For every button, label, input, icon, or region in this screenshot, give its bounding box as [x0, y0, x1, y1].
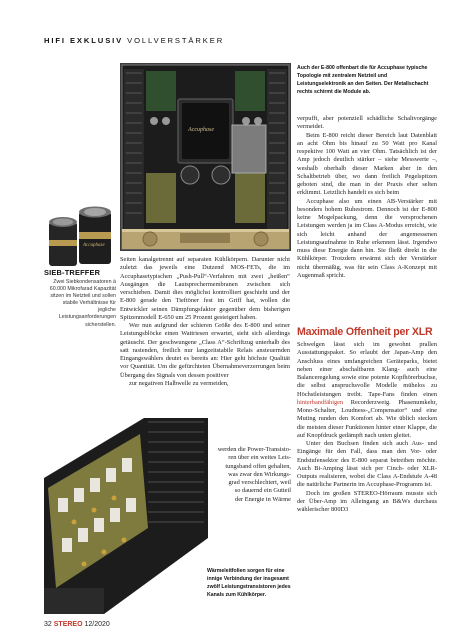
text-line: werden die Power-Transisto- [217, 446, 291, 453]
paragraph: Wer nun aufgrund der schieren Größe des E-800 und seiner Leistungsblöcke einen Wattriesen erwartet, sieht sich allerdings getäuscht. Der geschwungene „Class A“-Schriftzug unterhalb des satt rastenden, freilich nur langzeitstabile Relais ansteuernden Eingangswählers deutet es bereits an: Hier geht höchste Qualität vor Quantität. Um die gefürchteten Übernahmeverzerrungen beim Übergang des Signals von dessen positiver [120, 322, 290, 379]
paragraph: Beim E-800 reicht dieser Bereich laut Datenblatt an acht Ohm bis hinauf zu 50 Watt pro Kanal respektive 100 Watt an vier Ohm. Tatsächlich ist der Amp jedoch deutlich stärker – siehe Messwerte –, weshalb oberhalb dieser Marken aber in den Schaltbetrieb über, wo dann freilich Pegelspitzen geboten sind, die man in der Praxis eher selten erklimmt. Letztlich handelt es sich beim [297, 131, 437, 197]
top-photo-caption: Auch der E-800 offenbart die für Accuphase typische Topologie mit zentralem Netzteil und Leistungselektronik an den Seiten. Der Metallschacht rechts schirmt die Module ab. [297, 65, 429, 96]
capacitor-label: Accuphase [83, 243, 105, 248]
amp-logo: Accuphase [188, 127, 214, 133]
text-line: ren über ein weites Leis- [228, 454, 291, 462]
highlighted-word: hinterbandfähigen [297, 398, 344, 406]
paragraph: Unter den Buchsen finden sich auch Aus- und Eingänge für den Fall, dass man den Vor- oder Endstufensektor des E-800 separat betreiben möchte. Auch Bi-Amping lässt sich per Cinch- oder XLR-Outputs realisieren, wobei die Class A-Endstufe A-48 die natürliche Partnerin im Accuphase-Programm ist. [297, 440, 437, 489]
bottom-photo-caption: Wärmeleitfolien sorgen für eine innige Verbindung der insgesamt zwölf Leistungstransistoren jedes Kanals zum Kühlkörper. [207, 568, 291, 598]
text-line: tungsband offen gehalten, [225, 462, 291, 470]
paragraph: Seiten kanalgetrennt auf separaten Kühlkörpern. Darunter nicht zuletzt das jeweils eine Dutzend MOS-FETs, die im Accuphasetypischen „Push-Pull“-Verfahren mit zwei „heißen“ Ausgängen die Lautsprechermembranen zwischen sich verschieben. Damit dies möglichst kontrolliert geschieht und der E-800 gerade den Tieftöner fest im Griff hat, wollen die Entwickler seinen Dämpfungsfaktor gegenüber dem bisherigen Spitzenmodell E-650 um 25 Prozent gesteigert haben. [120, 256, 290, 321]
text-line: was zwar den Wirkungs- [228, 470, 291, 478]
section-label-bold: HIFI EXKLUSIV [44, 36, 124, 45]
issue-number: 12/2020 [84, 621, 110, 628]
paragraph: Doch im großen STEREO-Hörraum musste sich der Über-Amp im Alleingang an B&Ws durchaus wählerischer 800D3 [297, 489, 437, 513]
paragraph: verpufft, aber potenziell schädliche Schaltvorgänge vermeidet. [297, 115, 437, 131]
side-caption-title: SIEB-TREFFER [44, 268, 101, 277]
amplifier-interior-photo [120, 63, 291, 251]
text-line: der Energie in Wärme [235, 495, 291, 503]
heatsink-photo [44, 418, 208, 614]
article-right-column [297, 115, 437, 280]
article-narrow-column [207, 446, 291, 504]
section-header [44, 36, 224, 45]
side-caption-text: Zwei Siebkondensatoren à 60.000 Mikrofarad Kapazität sitzen im Netzteil und sollen stabile Verhältnisse für jegliche Leistungsanforderungen sicherstellen. [49, 279, 116, 328]
article-right-column-continued [297, 341, 437, 514]
text-line: so dauernd ein Gutteil [234, 487, 291, 495]
section-label: VOLLVERSTÄRKER [127, 36, 225, 45]
subheading: Maximale Offenheit per XLR [297, 326, 433, 338]
article-left-column [120, 256, 290, 388]
paragraph: Accuphase also um einen AB-Verstärker mit besonders hohem Ruhestrom. Dennoch ist der E-800 keine Mogelpackung, denn die versprochenen Leistungen werden ja im Class A-Modus erreicht, wie sich leicht anhand der angemessenen Leistungsaufnahme in Ruhe erkennen lässt. Irgendwo muss diese Energie dann hin. Sie fließt direkt in die Kühlkörper. Trotzdem erwärmt sich der Verstärker nicht übermäßig, was für sein Class A-Konzept mit Augenmaß spricht. [297, 197, 437, 279]
paragraph: Schwelgen lässt sich im gewohnt prallen Ausstattungspaket. So erlaubt der Japan-Amp den Anschluss eines umfangreichen Geräteparks, bietet neben einer abschaltbaren Klang- auch eine Balanceregelung sowie eine potente Kopfhörerbuchse, die selbst anspruchsvolle Modelle mühelos zu Höchstleistungen treibt. Tape-Fans finden einen hinterbandfähigen Recorderzweig. Phasenumkehr, Mono-Schalter, Loudness-„Compensator“ und eine Muting runden den Komfort ab. Wie üblich stecken die meisten dieser Funktionen hinter einer Klappe, die auf Knopfdruck gedämpft nach unten gleitet. [297, 341, 437, 439]
capacitor-photo [45, 202, 117, 268]
paragraph: zur negativen Halbwelle zu vermeiden, [129, 379, 229, 387]
text-line: grad verschlechtert, weil [228, 479, 291, 486]
magazine-brand: STEREO [53, 621, 83, 628]
page-number: 32 [44, 621, 52, 628]
page-footer [44, 621, 110, 628]
